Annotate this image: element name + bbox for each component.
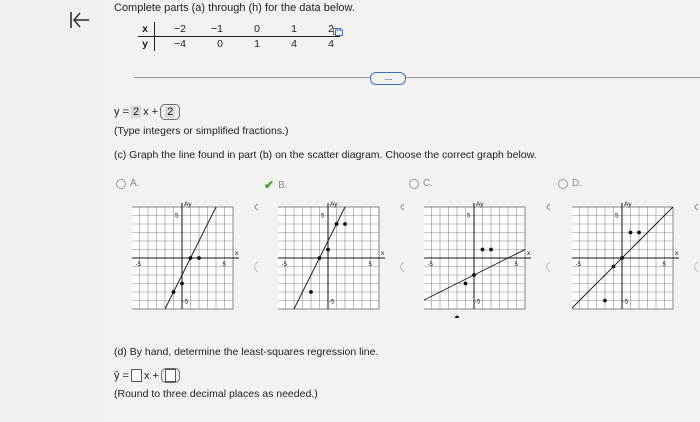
y-cell: −4 — [174, 38, 186, 50]
data-point — [637, 231, 641, 235]
y-cell: 1 — [254, 38, 260, 50]
left-rail — [0, 0, 104, 422]
option-d-label: D. — [572, 178, 582, 189]
option-d[interactable] — [558, 178, 582, 189]
checkmark-icon: ✔ — [264, 178, 275, 192]
graph-option-d[interactable] — [572, 198, 682, 318]
tick-label: 5 — [321, 213, 325, 220]
tick-label: 5 — [222, 262, 226, 268]
y-axis-label: Ay — [184, 201, 192, 208]
yhat-middle: x + — [143, 369, 159, 382]
data-point — [464, 282, 468, 286]
data-point — [318, 256, 322, 260]
tick-label: 5 — [175, 213, 179, 220]
option-a-label: A. — [130, 178, 140, 189]
tick-label: -5 — [427, 262, 433, 268]
data-point — [326, 248, 330, 252]
graph-option-c[interactable] — [424, 198, 534, 318]
tick-label: 5 — [467, 213, 471, 220]
tick-label: -5 — [329, 299, 335, 306]
tick-label: -5 — [281, 262, 287, 268]
x-axis-label: x — [527, 250, 531, 257]
part-c-prompt: (c) Graph the line found in part (b) on the scatter diagram. Choose the correct graph below. — [114, 149, 537, 161]
option-a[interactable] — [116, 178, 139, 189]
data-point — [172, 290, 176, 294]
data-point — [180, 282, 184, 286]
data-point — [197, 256, 201, 260]
part-d-equation — [114, 368, 180, 383]
data-point — [612, 265, 616, 269]
x-axis-label: x — [675, 250, 679, 257]
y-axis-label: Ay — [624, 201, 632, 208]
data-point — [481, 248, 485, 252]
graph-option-b[interactable] — [278, 198, 388, 318]
option-c-label: C. — [423, 178, 433, 189]
section-divider — [134, 77, 700, 78]
intercept-answer — [160, 104, 180, 120]
option-a-edge-icon — [251, 198, 259, 278]
x-axis-label: x — [235, 250, 239, 257]
part-b-equation — [114, 104, 180, 120]
x-cell: −2 — [155, 22, 193, 37]
radio-d[interactable] — [558, 179, 568, 189]
y-axis-label: Ay — [476, 201, 484, 208]
x-cell: 1 — [266, 22, 303, 37]
tick-label: -5 — [135, 262, 141, 268]
slope-answer: 2 — [132, 106, 140, 118]
option-b[interactable] — [264, 178, 288, 192]
back-arrow-icon[interactable] — [68, 9, 92, 31]
tick-label: -5 — [623, 299, 629, 306]
data-point — [335, 222, 339, 226]
data-point — [189, 256, 193, 260]
data-point — [309, 290, 313, 294]
option-d-edge-icon — [691, 198, 699, 278]
intercept-input[interactable] — [165, 369, 176, 382]
intercept-value: 2 — [167, 106, 174, 118]
radio-a[interactable] — [116, 179, 126, 189]
x-cell: 0 — [229, 22, 266, 37]
y-header: y — [138, 37, 155, 52]
option-b-edge-icon — [397, 198, 405, 278]
tick-label: 5 — [662, 262, 666, 268]
x-cell: 2 — [303, 22, 340, 37]
data-point — [603, 299, 607, 303]
yhat-prefix: ŷ = — [114, 369, 129, 382]
option-c-edge-icon — [543, 198, 551, 278]
option-b-label: B. — [278, 179, 288, 191]
tick-label: -5 — [475, 299, 481, 306]
y-cell: 4 — [291, 38, 297, 50]
part-b-note: (Type integers or simplified fractions.) — [114, 125, 289, 137]
equation-middle: x + — [143, 106, 159, 118]
y-axis-label: Ay — [330, 201, 338, 208]
graph-option-a[interactable] — [132, 198, 242, 318]
slope-input[interactable] — [131, 369, 142, 382]
x-header: x — [138, 22, 155, 37]
radio-c[interactable] — [409, 179, 419, 189]
tick-label: -5 — [575, 262, 581, 268]
tick-label: 5 — [514, 262, 518, 268]
question-content — [112, 0, 700, 422]
tick-label: -5 — [183, 299, 189, 306]
y-cell: 0 — [217, 38, 223, 50]
tick-label: 5 — [615, 213, 619, 220]
equation-prefix: y = — [114, 106, 129, 118]
option-c[interactable] — [409, 178, 433, 189]
y-cell: 4 — [328, 38, 334, 50]
part-d-prompt: (d) By hand, determine the least-squares regression line. — [114, 346, 379, 358]
expand-button[interactable]: ..... — [370, 72, 406, 85]
data-point — [472, 273, 476, 277]
x-cell: −1 — [192, 22, 229, 37]
tick-label: 5 — [368, 262, 372, 268]
data-point — [489, 248, 493, 252]
data-point — [629, 231, 633, 235]
data-point — [343, 222, 347, 226]
x-axis-label: x — [381, 250, 385, 257]
copy-data-icon[interactable] — [333, 28, 343, 36]
data-point — [455, 316, 459, 318]
instruction-text: Complete parts (a) through (h) for the data below. — [114, 2, 355, 14]
data-point — [620, 256, 624, 260]
part-d-note: (Round to three decimal places as needed.) — [114, 388, 318, 400]
intercept-input-wrapper[interactable] — [161, 368, 180, 383]
data-table — [138, 22, 340, 51]
